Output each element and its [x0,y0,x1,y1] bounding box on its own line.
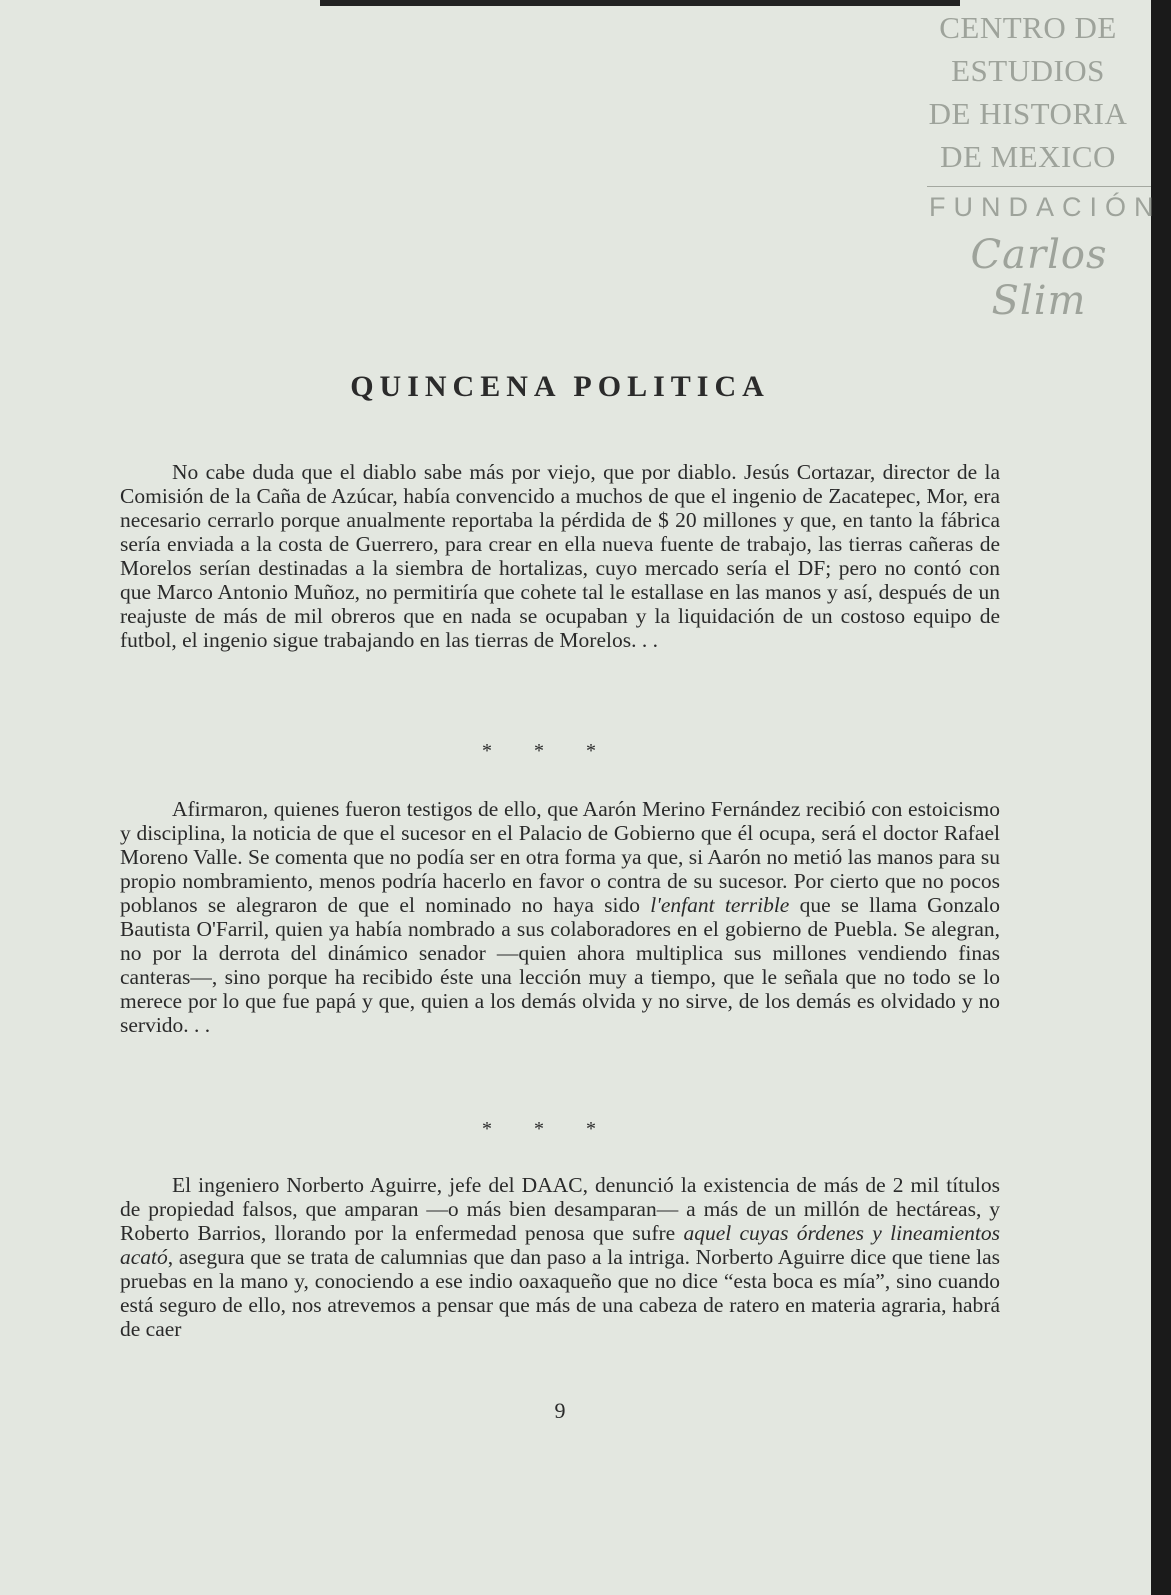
watermark-fundacion: FUNDACIÓN [929,192,1162,222]
paragraph-2-italic: l'enfant terrible [650,893,790,917]
watermark-line-4: DE MEXICO [940,139,1116,174]
paragraph-1-text: No cabe duda que el diablo sabe más por viejo, que por diablo. Jesús Cortazar, director de la Comisión de la Caña de Azúcar, había convencido a muchos de que el ingenio de Zacatepec, Mor, era necesario cerrarlo porque anualmente reportaba la pérdida de $ 20 millones y que, en tanto la fábrica sería enviada a la costa de Guerrero, para crear en ella nueva fuente de trabajo, las tierras cañeras de Morelos serían destinadas a la siembra de hortalizas, cuyo mercado sería el DF; pero no contó con que Marco Antonio Muñoz, no permitiría que cohete tal le estallase en las manos y así, después de un reajuste de más de mil obreros que en nada se ocupaban y la liquidación de un costoso equipo de futbol, el ingenio sigue trabajando en las tierras de Morelos. . . [120,460,1000,652]
watermark-divider [927,186,1151,187]
watermark [905,6,1162,324]
paragraph-2-text-a: Afirmaron, quienes fueron testigos de ello, que Aarón Merino Fernández recibió con estoicismo y disciplina, la noticia de que el sucesor en el Palacio de Gobierno que él ocupa, será el doctor Rafael Moreno Valle. Se comenta que no podía ser en otra forma ya que, si Aarón no metió las manos para su propio nombramiento, menos podría hacerlo en favor o contra de su sucesor. Por cierto que no pocos poblanos se alegraron de que el nominado no haya sido [120,797,1000,917]
article-title: QUINCENA POLITICA [350,370,770,403]
paragraph-3-text-a: El ingeniero Norberto Aguirre, jefe del DAAC, denunció la existencia de más de 2 mil títulos de propiedad falsos, que amparan —o más bien desamparan— a más de un millón de hectáreas, y Roberto Barrios, llorando por la enfermedad penosa que sufre [120,1173,1000,1245]
watermark-line-3: DE HISTORIA [928,96,1128,131]
watermark-signature: Carlos Slim [970,232,1108,324]
paragraph-1 [120,460,1000,652]
section-separator-2: *** [482,1118,638,1140]
paragraph-3-text-b: , asegura que se trata de calumnias que dan paso a la intriga. Norberto Aguirre dice que tiene las pruebas en la mano y, conociendo a ese indio oaxaqueño que no dice “esta boca es mía”, sino cuando está seguro de ello, nos atrevemos a pensar que más de una cabeza de ratero en materia agraria, habrá de caer [120,1245,1000,1341]
watermark-line-2: ESTUDIOS [951,53,1105,88]
scan-top-edge [320,0,960,6]
watermark-line-1: CENTRO DE [939,10,1117,45]
paragraph-3 [120,1173,1000,1341]
paragraph-2-text-b: que se llama Gonzalo Bautista O'Farril, quien ya había nombrado a sus colaboradores en el gobierno de Puebla. Se alegran, no por la derrota del dinámico senador —quien ahora multiplica sus millones vendiendo finas canteras—, sino porque ha recibido éste una lección muy a tiempo, que le señala que no todo se lo merece por lo que fue papá y que, quien a los demás olvida y no sirve, de los demás es olvidado y no servido. . . [120,893,1000,1037]
paragraph-2 [120,797,1000,1037]
page-number: 9 [554,1398,566,1423]
section-separator-1: *** [482,740,638,762]
paragraph-3-italic: aquel cuyas órdenes y lineamientos acató [120,1221,1000,1269]
